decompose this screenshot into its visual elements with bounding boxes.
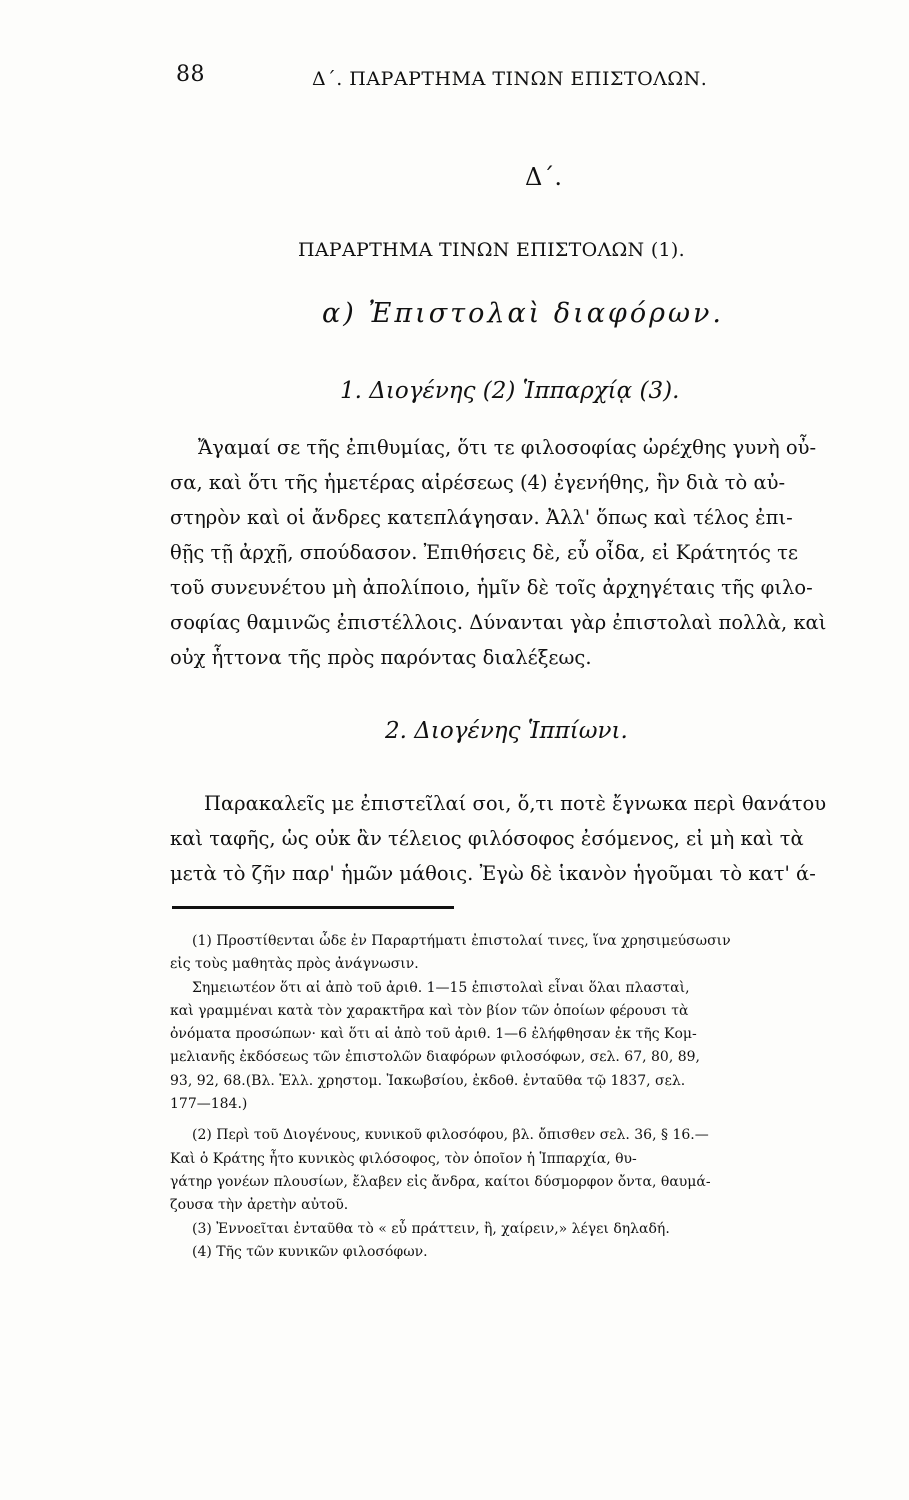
footnote-line: (3) Ἐννοεῖται ἐνταῦθα τὸ « εὖ πράττειν, ἢ, χαίρειν,» λέγει δηλαδή. (192, 1220, 670, 1237)
running-title: Δ΄. ΠΑΡΑΡΤΗΜΑ ΤΙΝΩΝ ΕΠΙΣΤΟΛΩΝ. (312, 68, 708, 90)
footnote-line: 177—184.) (170, 1096, 248, 1113)
footnote-2 (170, 1124, 850, 1217)
footnote-line: (4) Τῆς τῶν κυνικῶν φιλοσόφων. (192, 1243, 428, 1260)
footnote-line: 93, 92, 68.(Βλ. Ἑλλ. χρηστομ. Ἰακωβσίου, ἐκδοθ. ἐνταῦθα τῷ 1837, σελ. (170, 1072, 686, 1089)
footnote-separator-rule (172, 906, 454, 909)
footnote-line: καὶ γραμμέναι κατὰ τὸν χαρακτῆρα καὶ τὸν βίον τῶν ὁποίων φέρουσι τὰ (170, 1002, 689, 1019)
footnote-line: μελιανῆς ἐκδόσεως τῶν ἐπιστολῶν διαφόρων φιλοσόφων, σελ. 67, 80, 89, (170, 1049, 700, 1066)
footnote-3 (170, 1218, 850, 1241)
text-line: θῇς τῇ ἀρχῇ, σπούδασον. Ἐπιθήσεις δὲ, εὖ οἶδα, εἰ Κράτητός τε (170, 541, 798, 564)
letter-2-heading: 2. Διογένης Ἱππίωνι. (385, 718, 628, 744)
appendix-title: ΠΑΡΑΡΤΗΜΑ ΤΙΝΩΝ ΕΠΙΣΤΟΛΩΝ (1). (298, 239, 685, 261)
text-line: στηρὸν καὶ οἱ ἄνδρες κατεπλάγησαν. Ἀλλ' ὅπως καὶ τέλος ἐπι- (170, 506, 793, 529)
letter-1-body (170, 430, 850, 675)
page-number: 88 (176, 62, 205, 87)
section-letter: Δ΄. (525, 163, 562, 191)
text-line: καὶ ταφῆς, ὡς οὐκ ἂν τέλειος φιλόσοφος ἐσόμενος, εἰ μὴ καὶ τὰ (170, 827, 804, 850)
section-subtitle: α) Ἐπιστολαὶ διαφόρων. (322, 298, 724, 329)
footnote-line: εἰς τοὺς μαθητὰς πρὸς ἀνάγνωσιν. (170, 956, 419, 973)
footnote-1 (170, 930, 850, 1116)
text-line: Ἄγαμαί σε τῆς ἐπιθυμίας, ὅτι τε φιλοσοφίας ὠρέχθης γυνὴ οὖ- (198, 436, 817, 459)
footnote-line: ὀνόματα προσώπων· καὶ ὅτι αἱ ἀπὸ τοῦ ἀριθ. 1—6 ἐλήφθησαν ἐκ τῆς Κομ- (170, 1026, 697, 1043)
footnote-line: γάτηρ γονέων πλουσίων, ἔλαβεν εἰς ἄνδρα, καίτοι δύσμορφον ὄντα, θαυμά- (170, 1173, 711, 1190)
text-line: Παρακαλεῖς με ἐπιστεῖλαί σοι, ὅ,τι ποτὲ ἔγνωκα περὶ θανάτου (204, 792, 827, 815)
text-line: σα, καὶ ὅτι τῆς ἡμετέρας αἱρέσεως (4) ἐγενήθης, ἣν διὰ τὸ αὐ- (170, 471, 786, 494)
letter-1-heading: 1. Διογένης (2) Ἱππαρχίᾳ (3). (340, 378, 680, 404)
text-line: τοῦ συνευνέτου μὴ ἀπολίποιο, ἡμῖν δὲ τοῖς ἀρχηγέταις τῆς φιλο- (170, 576, 813, 599)
footnotes (170, 930, 850, 1264)
footnote-line: ζουσα τὴν ἀρετὴν αὐτοῦ. (170, 1197, 349, 1214)
footnote-4 (170, 1241, 850, 1264)
text-line: σοφίας θαμινῶς ἐπιστέλλοις. Δύνανται γὰρ ἐπιστολαὶ πολλὰ, καὶ (170, 611, 827, 634)
footnote-line: Σημειωτέον ὅτι αἱ ἀπὸ τοῦ ἀριθ. 1—15 ἐπιστολαὶ εἶναι ὅλαι πλασταὶ, (192, 979, 690, 996)
footnote-line: (1) Προστίθενται ὧδε ἐν Παραρτήματι ἐπιστολαί τινες, ἵνα χρησιμεύσωσιν (192, 933, 731, 949)
text-line: μετὰ τὸ ζῆν παρ' ἡμῶν μάθοις. Ἐγὼ δὲ ἱκανὸν ἡγοῦμαι τὸ κατ' ά- (170, 862, 816, 885)
footnote-line: (2) Περὶ τοῦ Διογένους, κυνικοῦ φιλοσόφου, βλ. ὄπισθεν σελ. 36, § 16.— (192, 1127, 709, 1144)
letter-2-body (170, 786, 850, 891)
text-line: οὐχ ἧττονα τῆς πρὸς παρόντας διαλέξεως. (170, 646, 592, 669)
footnote-line: Καὶ ὁ Κράτης ἦτο κυνικὸς φιλόσοφος, τὸν ὁποῖον ἡ Ἱππαρχία, θυ- (170, 1150, 637, 1167)
